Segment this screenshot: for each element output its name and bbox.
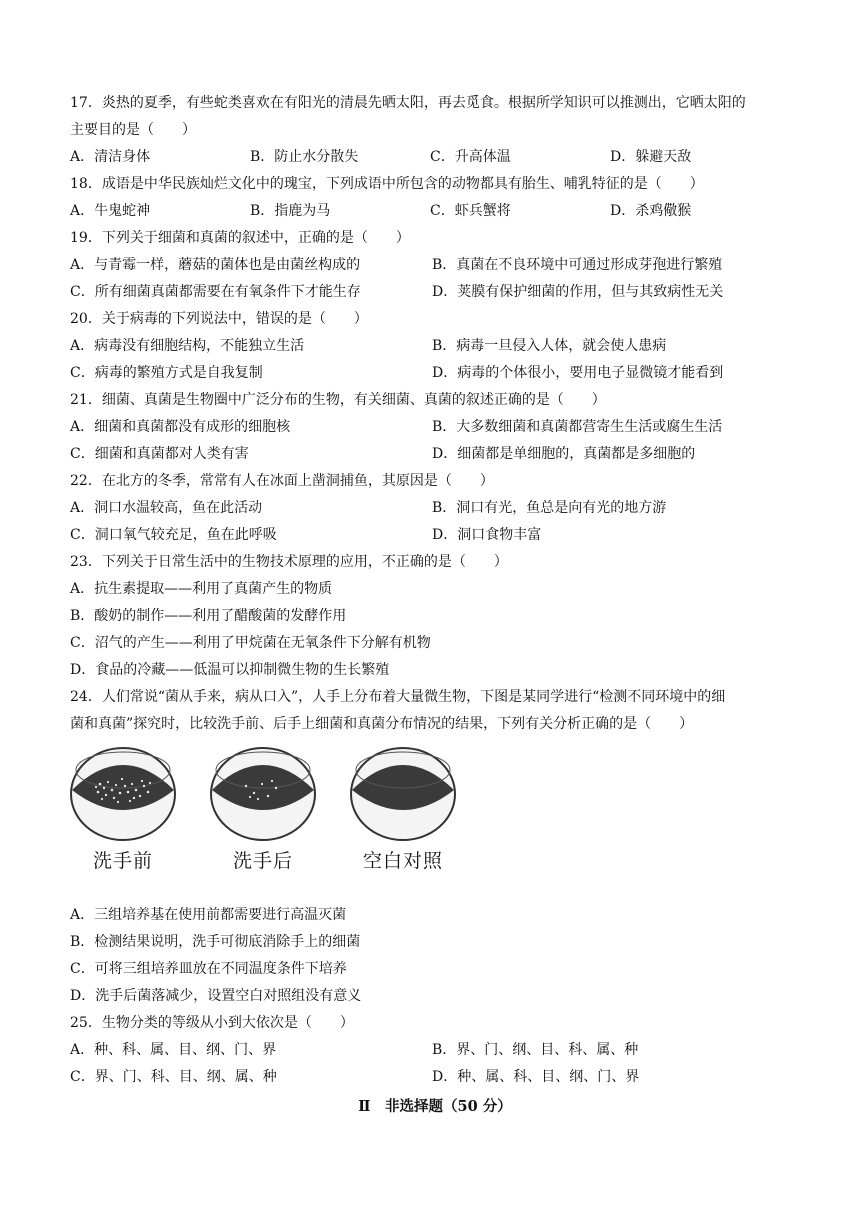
question-21-options-row2 — [70, 441, 800, 468]
section-title: Ⅱ 非选择题（50 分） — [358, 1098, 512, 1115]
question-25-options-row1 — [70, 1037, 800, 1064]
question-21-options-row1 — [70, 414, 800, 441]
question-18 — [70, 171, 800, 225]
option-c: C．虾兵蟹将 — [430, 203, 511, 219]
question-22-stem: 22．在北方的冬季，常常有人在冰面上凿洞捕鱼，其原因是（ ） — [70, 473, 494, 489]
question-22 — [70, 468, 800, 549]
dish-label-blank: 空白对照 — [362, 850, 443, 872]
question-24-stem-line2: 菌和真菌”探究时，比较洗手前、后手上细菌和真菌分布情况的结果，下列有关分析正确的是（ ） — [70, 716, 694, 732]
question-25-options-row2 — [70, 1064, 800, 1091]
petri-dish-image — [210, 746, 316, 842]
option-a: A．洞口水温较高，鱼在此活动 — [70, 500, 263, 516]
question-25-stem: 25．生物分类的等级从小到大依次是（ ） — [70, 1015, 354, 1031]
option-b: B．检测结果说明，洗手可彻底消除手上的细菌 — [70, 934, 361, 950]
option-a: A．牛鬼蛇神 — [70, 203, 151, 219]
question-17-stem-line1: 17．炎热的夏季，有些蛇类喜欢在有阳光的清晨先晒太阳，再去觅食。根据所学知识可以推测出，它晒太阳的 — [70, 95, 746, 111]
petri-dish-image — [70, 746, 176, 842]
question-20 — [70, 306, 800, 387]
option-d: D．洗手后菌落减少，设置空白对照组没有意义 — [70, 988, 362, 1004]
question-25 — [70, 1010, 800, 1091]
question-20-stem: 20．关于病毒的下列说法中，错误的是（ ） — [70, 311, 368, 327]
option-d: D．躲避天敌 — [610, 149, 692, 165]
question-22-options-row2 — [70, 522, 800, 549]
question-24-stem-line1: 24．人们常说“菌从手来，病从口入”，人手上分布着大量微生物，下图是某同学进行“检测不同环境中的细 — [70, 689, 726, 705]
question-18-stem: 18．成语是中华民族灿烂文化中的瑰宝，下列成语中所包含的动物都具有胎生、哺乳特征的是（ ） — [70, 176, 704, 192]
petri-dish-blank-control — [350, 746, 456, 873]
option-c: C．界、门、科、目、纲、属、种 — [70, 1069, 277, 1085]
question-21-stem: 21．细菌、真菌是生物圈中广泛分布的生物，有关细菌、真菌的叙述正确的是（ ） — [70, 392, 606, 408]
option-a: A．细菌和真菌都没有成形的细胞核 — [70, 419, 291, 435]
question-18-options — [70, 198, 800, 225]
option-c: C．沼气的产生——利用了甲烷菌在无氧条件下分解有机物 — [70, 635, 431, 651]
question-19-options-row1 — [70, 252, 800, 279]
question-24 — [70, 684, 800, 1010]
option-b: B．洞口有光，鱼总是向有光的地方游 — [432, 500, 667, 516]
option-d: D．洞口食物丰富 — [432, 527, 542, 543]
option-c: C．所有细菌真菌都需要在有氧条件下才能生存 — [70, 284, 361, 300]
option-b: B．病毒一旦侵入人体，就会使人患病 — [432, 338, 667, 354]
petri-dish-image — [350, 746, 456, 842]
option-a: A．病毒没有细胞结构，不能独立生活 — [70, 338, 305, 354]
dish-label-before: 洗手前 — [92, 850, 153, 872]
option-d: D．细菌都是单细胞的，真菌都是多细胞的 — [432, 446, 696, 462]
option-b: B．界、门、纲、目、科、属、种 — [432, 1042, 639, 1058]
petri-dish-before-washing — [70, 746, 176, 873]
option-a: A．与青霉一样，蘑菇的菌体也是由菌丝构成的 — [70, 257, 361, 273]
option-d: D．病毒的个体很小，要用电子显微镜才能看到 — [432, 365, 724, 381]
question-21 — [70, 387, 800, 468]
petri-dish-figure — [70, 746, 800, 898]
question-20-options-row1 — [70, 333, 800, 360]
exam-page — [70, 90, 800, 1120]
question-23 — [70, 549, 800, 684]
question-19-stem: 19．下列关于细菌和真菌的叙述中，正确的是（ ） — [70, 230, 410, 246]
question-19-options-row2 — [70, 279, 800, 306]
option-b: B．大多数细菌和真菌都营寄生生活或腐生生活 — [432, 419, 723, 435]
option-d: D．种、属、科、目、纲、门、界 — [432, 1069, 640, 1085]
question-17-stem-line2: 主要目的是（ ） — [70, 122, 196, 138]
option-d: D．杀鸡儆猴 — [610, 203, 692, 219]
option-c: C．细菌和真菌都对人类有害 — [70, 446, 249, 462]
option-b: B．酸奶的制作——利用了醋酸菌的发酵作用 — [70, 608, 347, 624]
option-a: A．抗生素提取——利用了真菌产生的物质 — [70, 581, 333, 597]
option-b: B．防止水分散失 — [250, 149, 359, 165]
option-a: A．种、科、属、目、纲、门、界 — [70, 1042, 277, 1058]
question-20-options-row2 — [70, 360, 800, 387]
question-23-stem: 23．下列关于日常生活中的生物技术原理的应用，不正确的是（ ） — [70, 554, 508, 570]
option-c: C．升高体温 — [430, 149, 511, 165]
option-c: C．洞口氧气较充足，鱼在此呼吸 — [70, 527, 277, 543]
question-22-options-row1 — [70, 495, 800, 522]
option-c: C．可将三组培养皿放在不同温度条件下培养 — [70, 961, 347, 977]
dish-label-after: 洗手后 — [232, 850, 293, 872]
option-a: A．清洁身体 — [70, 149, 151, 165]
option-a: A．三组培养基在使用前都需要进行高温灭菌 — [70, 907, 347, 923]
option-d: D．荚膜有保护细菌的作用，但与其致病性无关 — [432, 284, 724, 300]
question-17 — [70, 90, 800, 171]
question-17-options — [70, 144, 800, 171]
option-b: B．指鹿为马 — [250, 203, 331, 219]
option-d: D．食品的冷藏——低温可以抑制微生物的生长繁殖 — [70, 662, 390, 678]
petri-dish-after-washing — [210, 746, 316, 873]
question-19 — [70, 225, 800, 306]
option-c: C．病毒的繁殖方式是自我复制 — [70, 365, 263, 381]
option-b: B．真菌在不良环境中可通过形成芽孢进行繁殖 — [432, 257, 723, 273]
